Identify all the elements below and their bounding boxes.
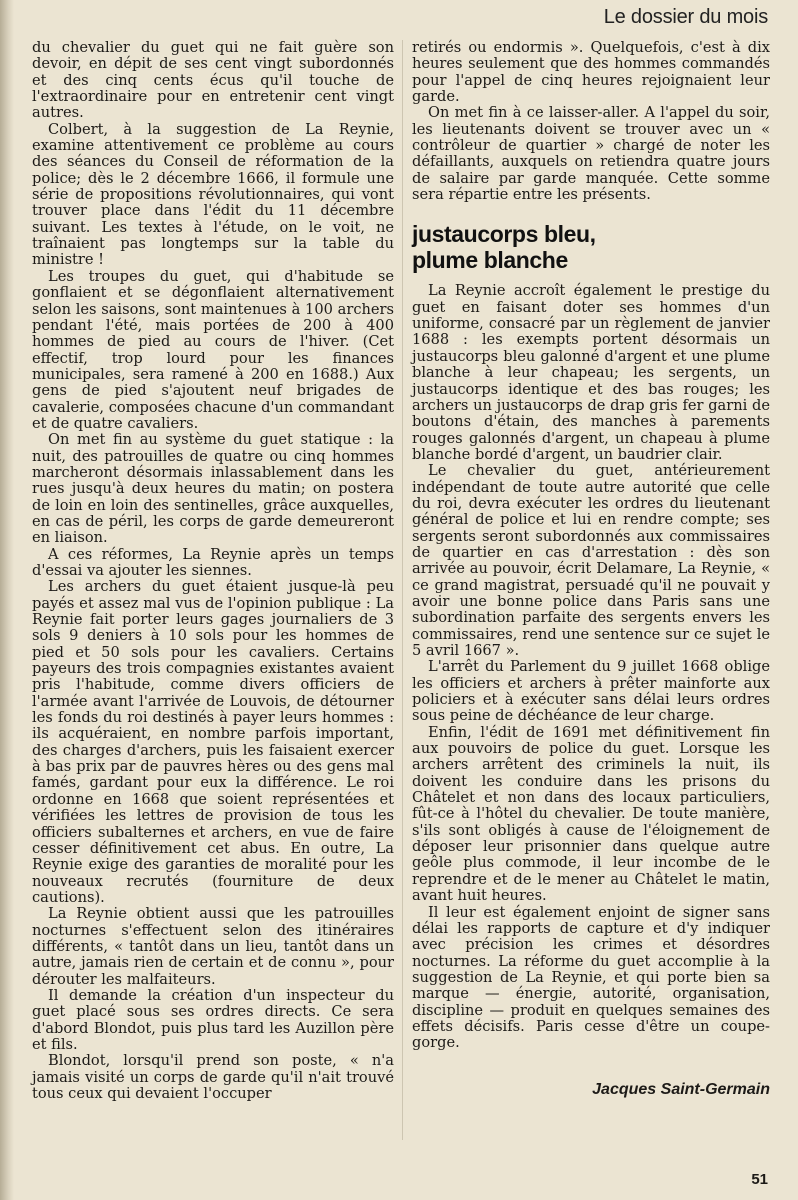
paragraph: Enfin, l'édit de 1691 met définitivement fin aux pouvoirs de police du guet. Lorsque les archers arrêtent des criminels la nuit, ils doivent les conduire dans les prisons du Châtelet et non dans des locaux particuliers, fût-ce à l'hôtel du chevalier. De toute manière, s'ils sont obligés à cause de l'éloignement de déposer leur prisonnier dans quelque autre geôle plus commode, il leur incombe de le reprendre et de le mener au Châtelet le matin, avant huit heures. <box>412 723 770 905</box>
subheading-line: plume blanche <box>412 247 568 274</box>
paragraph: A ces réformes, La Reynie après un temps d'essai va ajouter les siennes. <box>32 545 394 579</box>
paragraph: Il demande la création d'un inspecteur du guet placé sous ses ordres directs. Ce sera d'abord Blondot, puis plus tard les Auzillon père et fils. <box>32 986 394 1053</box>
section-header: Le dossier du mois <box>603 6 768 28</box>
right-column <box>412 40 770 1098</box>
paragraph: Le chevalier du guet, antérieurement indépendant de toute autre autorité que celle du roi, devra exécuter les ordres du lieutenant général de police et lui en rendre compte; ses sergents seront subordonnés aux commissaires de quartier en cas d'arrestation : dès son arrivée au pouvoir, écrit Delamare, La Reynie, « ce grand magistrat, persuadé qu'il ne pouvait y avoir une bonne police dans Paris sans une subordination parfaite des sergents envers les commissaires, rend une sentence sur ce sujet le 5 avril 1667 ». <box>412 462 770 659</box>
paragraph: retirés ou endormis ». Quelquefois, c'est à dix heures seulement que des hommes commandés pour l'appel de cinq heures rejoignaient leur garde. <box>412 39 770 106</box>
subheading-line: justaucorps bleu, <box>412 221 596 248</box>
paragraph: Colbert, à la suggestion de La Reynie, examine attentivement ce problème au cours des séances du Conseil de réformation de la police; dès le 2 décembre 1666, il formule une série de propositions révolutionnaires, qui vont trouver place dans l'édit du 11 décembre suivant. Les textes à l'étude, on le voit, ne traînaient pas longtemps sur la table du ministre ! <box>32 120 394 269</box>
paragraph: Les archers du guet étaient jusque-là peu payés et assez mal vus de l'opinion publique : La Reynie fait porter leurs gages journaliers de 3 sols 9 deniers à 10 sols pour les hommes de pied et 50 sols pour les cavaliers. Certains payeurs des trois compagnies existantes avaient pris l'habitude, comme divers officiers de l'armée avant l'arrivée de Louvois, de détourner les fonds du roi destinés à payer leurs hommes : ils acquéraient, en nombre parfois important, des charges d'archers, puis les faisaient exercer à bas prix par de pauvres hères ou des gens mal famés, gardant pour eux la différence. Le roi ordonne en 1668 que soient représentées et vérifiées les lettres de provision de tous les officiers subalternes et archers, en vue de faire cesser définitivement cet abus. En outre, La Reynie exige des garanties de moralité pour les nouveaux recrutés (fourniture de deux cautions). <box>32 578 394 906</box>
page-binding-edge <box>0 0 14 1200</box>
paragraph: Il leur est également enjoint de signer sans délai les rapports de capture et d'y indiquer avec précision les crimes et désordres nocturnes. La réforme du guet accomplie à la suggestion de La Reynie, et qui porte bien sa marque — énergie, autorité, organisation, discipline — produit en quelques semaines des effets décisifs. Paris cesse d'être un coupe-gorge. <box>412 903 770 1052</box>
paragraph: Les troupes du guet, qui d'habitude se gonflaient et se dégonflaient alternativement selon les saisons, sont maintenues à 100 archers pendant l'été, mais portées de 200 à 400 hommes de pied au cours de l'hiver. (Cet effectif, trop lourd pour les finances municipales, sera ramené à 200 en 1688.) Aux gens de pied s'ajoutent neuf brigades de cavalerie, composées chacune d'un commandant et de quatre cavaliers. <box>32 267 394 432</box>
paragraph: La Reynie obtient aussi que les patrouilles nocturnes s'effectuent selon des itinéraires différents, « tantôt dans un lieu, tantôt dans un autre, jamais rien de certain et de connu », pour dérouter les malfaiteurs. <box>32 905 394 988</box>
left-column <box>32 40 394 1102</box>
paragraph: du chevalier du guet qui ne fait guère son devoir, en dépit de ses cent vingt subordonnés et des cinq cents écus qu'il touche de l'extraordinaire pour en entretenir cent vingt autres. <box>32 39 394 122</box>
author-signature: Jacques Saint-Germain <box>592 1080 770 1098</box>
column-divider <box>402 40 403 1140</box>
paragraph: L'arrêt du Parlement du 9 juillet 1668 oblige les officiers et archers à prêter mainforte aux policiers et à exécuter sans délai leurs ordres sous peine de déchéance de leur charge. <box>412 658 770 725</box>
subheading <box>412 221 770 273</box>
paragraph: Blondot, lorsqu'il prend son poste, « n'a jamais visité un corps de garde qu'il n'ait trouvé tous ceux qui devaient l'occuper <box>32 1052 394 1102</box>
paragraph: On met fin à ce laisser-aller. A l'appel du soir, les lieutenants doivent se trouver avec un « contrôleur de quartier » chargé de noter les défaillants, auxquels on retiendra quatre jours de salaire par garde manquée. Cette somme sera répartie entre les présents. <box>412 104 770 204</box>
page-number: 51 <box>751 1171 768 1188</box>
paragraph: On met fin au système du guet statique : la nuit, des patrouilles de quatre ou cinq hommes marcheront désormais inlassablement dans les rues jusqu'à deux heures du matin; on postera de loin en loin des sentinelles, grâce auxquelles, en cas de péril, les corps de garde demeureront en liaison. <box>32 431 394 547</box>
paragraph: La Reynie accroît également le prestige du guet en faisant doter ses hommes d'un uniforme, consacré par un règlement de janvier 1688 : les exempts portent désormais un justaucorps bleu galonné d'argent et une plume blanche à leur chapeau; les sergents, un justaucorps identique et des bas rouges; les archers un justaucorps de drap gris fer garni de boutons d'étain, des manches à parements rouges galonnés d'argent, un chapeau à plume blanche bordé d'argent, un baudrier clair. <box>412 282 770 463</box>
